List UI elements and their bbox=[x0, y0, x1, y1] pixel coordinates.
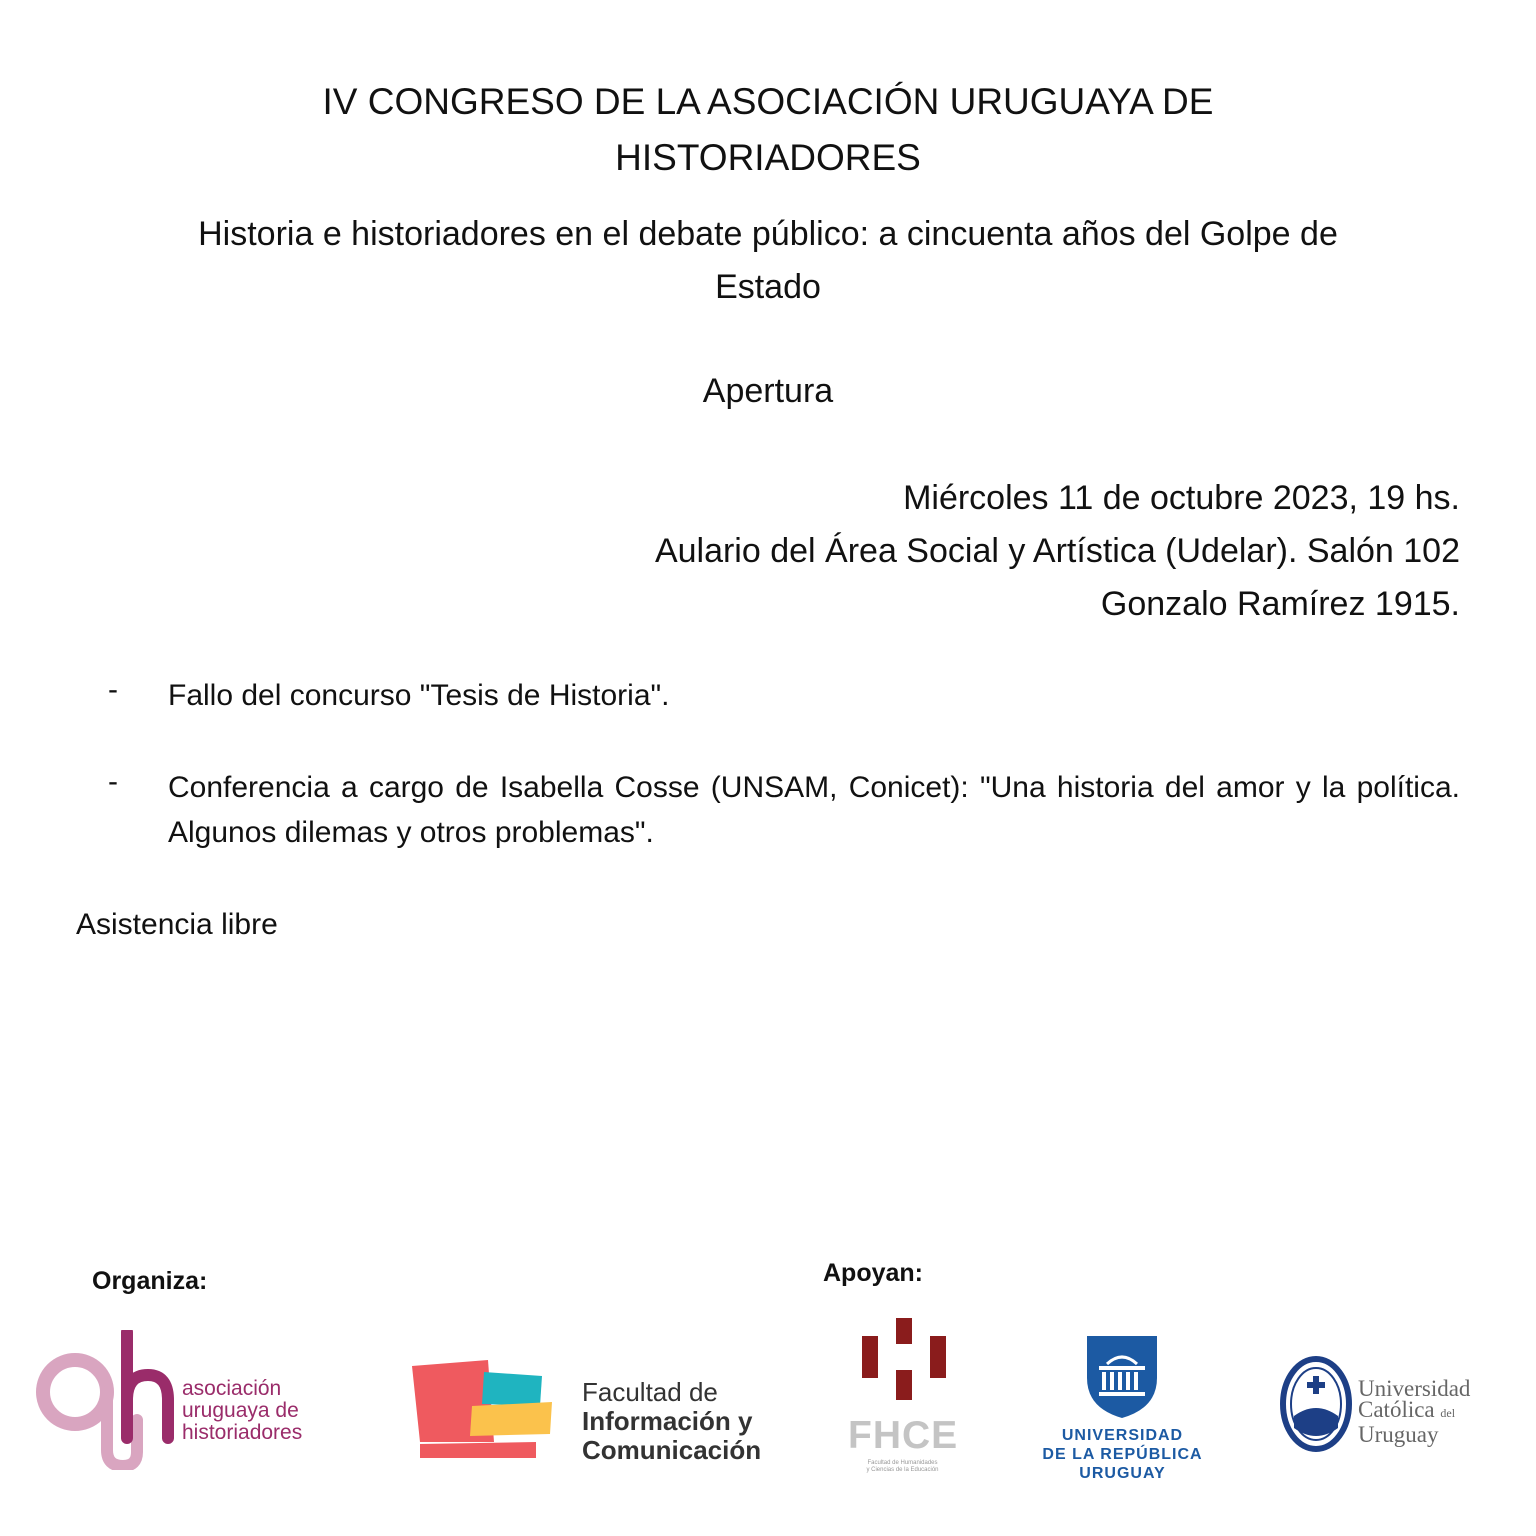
ucu-text-main: Católica bbox=[1358, 1397, 1435, 1422]
session-name: Apertura bbox=[702, 372, 834, 410]
bullet-dash: - bbox=[108, 765, 118, 798]
subtitle-line-2: Estado bbox=[715, 268, 821, 306]
fhce-small-line: Facultad de Humanidades bbox=[867, 1460, 938, 1466]
aoh-logo-mark bbox=[30, 1330, 190, 1470]
udelar-shield-icon bbox=[1087, 1336, 1157, 1418]
ucu-logo bbox=[1280, 1356, 1480, 1456]
ucu-text bbox=[1358, 1378, 1470, 1445]
udelar-text bbox=[1035, 1426, 1210, 1483]
congress-title bbox=[0, 74, 1536, 186]
fic-text-line: Información y bbox=[582, 1406, 753, 1436]
ucu-text-line bbox=[1358, 1399, 1470, 1424]
ucu-seal-icon bbox=[1280, 1356, 1352, 1452]
fhce-wordmark: FHCE bbox=[848, 1414, 959, 1457]
ucu-text-line: Universidad bbox=[1358, 1376, 1471, 1401]
session-details bbox=[655, 472, 1460, 631]
udelar-text-line: URUGUAY bbox=[1079, 1465, 1166, 1482]
session-address: Gonzalo Ramírez 1915. bbox=[1100, 585, 1460, 623]
fhce-logo bbox=[840, 1318, 970, 1483]
title-line-2: HISTORIADORES bbox=[615, 137, 921, 178]
aoh-text-line: asociación bbox=[182, 1377, 282, 1400]
fic-text-line: Comunicación bbox=[582, 1435, 762, 1465]
fic-text-line: Facultad de bbox=[582, 1377, 718, 1407]
udelar-text-line: UNIVERSIDAD bbox=[1061, 1427, 1184, 1444]
fic-logo bbox=[410, 1358, 790, 1468]
subtitle-line-1: Historia e historiadores en el debate público: a cincuenta años del Golpe de bbox=[198, 215, 1338, 253]
fic-logo-text bbox=[582, 1378, 761, 1465]
udelar-logo bbox=[1035, 1336, 1210, 1486]
ucu-text-line: Uruguay bbox=[1358, 1422, 1439, 1447]
ucu-text-small: del bbox=[1440, 1406, 1456, 1420]
bullet-dash: - bbox=[108, 673, 118, 706]
aoh-logo bbox=[30, 1330, 330, 1470]
aoh-text-line: uruguaya de bbox=[182, 1399, 299, 1422]
aoh-logo-text bbox=[182, 1378, 302, 1444]
congress-subtitle bbox=[110, 208, 1426, 314]
session-date-time: Miércoles 11 de octubre 2023, 19 hs. bbox=[903, 479, 1460, 517]
fhce-small-text bbox=[840, 1460, 965, 1474]
fhce-logo-mark bbox=[862, 1318, 946, 1400]
fic-logo-mark bbox=[410, 1358, 560, 1462]
session-venue: Aulario del Área Social y Artística (Udelar). Salón 102 bbox=[654, 532, 1460, 570]
program-item: Conferencia a cargo de Isabella Cosse (UNSAM, Conicet): "Una historia del amor y la política. Algunos dilemas y otros problemas". bbox=[168, 771, 1460, 849]
aoh-text-line: historiadores bbox=[182, 1421, 303, 1444]
apoyan-label: Apoyan: bbox=[823, 1259, 923, 1287]
udelar-text-line: DE LA REPÚBLICA bbox=[1042, 1446, 1203, 1463]
attendance-note: Asistencia libre bbox=[76, 908, 278, 941]
organiza-label: Organiza: bbox=[92, 1267, 208, 1295]
title-line-1: IV CONGRESO DE LA ASOCIACIÓN URUGUAYA DE bbox=[322, 81, 1214, 122]
fhce-small-line: y Ciencias de la Educación bbox=[866, 1467, 939, 1473]
program-item: Fallo del concurso "Tesis de Historia". bbox=[168, 679, 670, 712]
